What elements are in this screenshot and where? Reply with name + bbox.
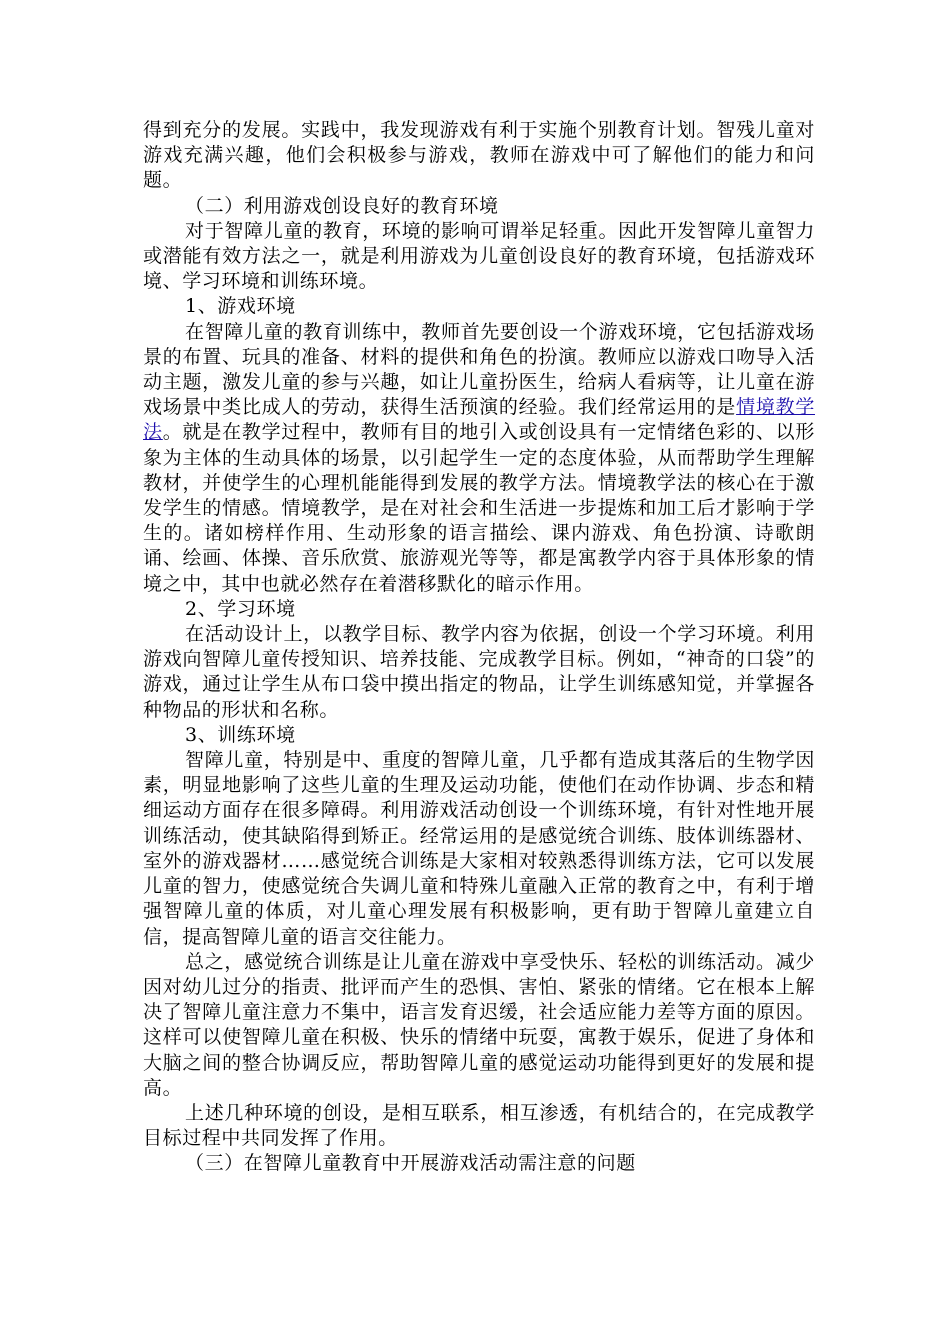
- subheading-training-environment: 3、训练环境: [185, 723, 296, 746]
- paragraph-text-before-link: 在智障儿童的教育训练中，教师首先要创设一个游戏环境，它包括游戏场景的布置、玩具的准备、材料的提供和角色的扮演。教师应以游戏口吻导入活动主题，激发儿童的参与兴趣，如让儿童扮医生，给病人看病等，让儿童在游戏场景中类比成人的劳动，获得生活预演的经验。我们经常运用的是: [143, 320, 815, 419]
- paragraph-summary: 总之，感觉统合训练是让儿童在游戏中享受快乐、轻松的训练活动。减少因对幼儿过分的指责、批评而产生的恐惧、害怕、紧张的情绪。它在根本上解决了智障儿童注意力不集中，语言发育迟缓，社会适应能力差等方面的原因。这样可以使智障儿童在积极、快乐的情绪中玩耍，寓教于娱乐，促进了身体和大脑之间的整合协调反应，帮助智障儿童的感觉运动功能得到更好的发展和提高。: [143, 950, 815, 1099]
- document-body: [143, 118, 815, 1177]
- subheading-learning-environment: 2、学习环境: [185, 597, 296, 620]
- paragraph-education-environment: 对于智障儿童的教育，环境的影响可谓举足轻重。因此开发智障儿童智力或潜能有效方法之一，就是利用游戏为儿童创设良好的教育环境，包括游戏环境、学习环境和训练环境。: [143, 219, 815, 293]
- section-heading-two: （二）利用游戏创设良好的教育环境: [185, 194, 499, 217]
- paragraph-learning-environment: 在活动设计上，以教学目标、教学内容为依据，创设一个学习环境。利用游戏向智障儿童传授知识、培养技能、完成教学目标。例如，“神奇的口袋”的游戏，通过让学生从布口袋中摸出指定的物品，让学生训练感知觉，并掌握各种物品的形状和名称。: [143, 623, 815, 721]
- paragraph-game-environment: [143, 320, 815, 597]
- section-heading-three: （三）在智障儿童教育中开展游戏活动需注意的问题: [185, 1152, 636, 1175]
- paragraph-conclusion: 上述几种环境的创设，是相互联系，相互渗透，有机结合的，在完成教学目标过程中共同发挥了作用。: [143, 1101, 815, 1150]
- subheading-game-environment: 1、游戏环境: [185, 295, 296, 318]
- paragraph-training-environment: 智障儿童，特别是中、重度的智障儿童，几乎都有造成其落后的生物学因素，明显地影响了这些儿童的生理及运动功能，使他们在动作协调、步态和精细运动方面存在很多障碍。利用游戏活动创设一个训练环境，有针对性地开展训练活动，使其缺陷得到矫正。经常运用的是感觉统合训练、肢体训练器材、室外的游戏器材……感觉统合训练是大家相对较熟悉得训练方法，它可以发展儿童的智力，使感觉统合失调儿童和特殊儿童融入正常的教育之中，有利于增强智障儿童的体质，对儿童心理发展有积极影响，更有助于智障儿童建立自信，提高智障儿童的语言交往能力。: [143, 749, 815, 948]
- paragraph-continued: 得到充分的发展。实践中，我发现游戏有利于实施个别教育计划。智残儿童对游戏充满兴趣，他们会积极参与游戏，教师在游戏中可了解他们的能力和问题。: [143, 119, 815, 192]
- situational-teaching-link[interactable]: 情境教学法: [143, 396, 815, 444]
- paragraph-text-after-link: 。就是在教学过程中，教师有目的地引入或创设具有一定情绪色彩的、以形象为主体的生动具体的场景，以引起学生一定的态度体验，从而帮助学生理解教材，并使学生的心理机能能得到发展的教学方法。情境教学法的核心在于激发学生的情感。情境教学，是在对社会和生活进一步提炼和加工后才影响于学生的。诸如榜样作用、生动形象的语言描绘、课内游戏、角色扮演、诗歌朗诵、绘画、体操、音乐欣赏、旅游观光等等，都是寓教学内容于具体形象的情境之中，其中也就必然存在着潜移默化的暗示作用。: [143, 421, 815, 595]
